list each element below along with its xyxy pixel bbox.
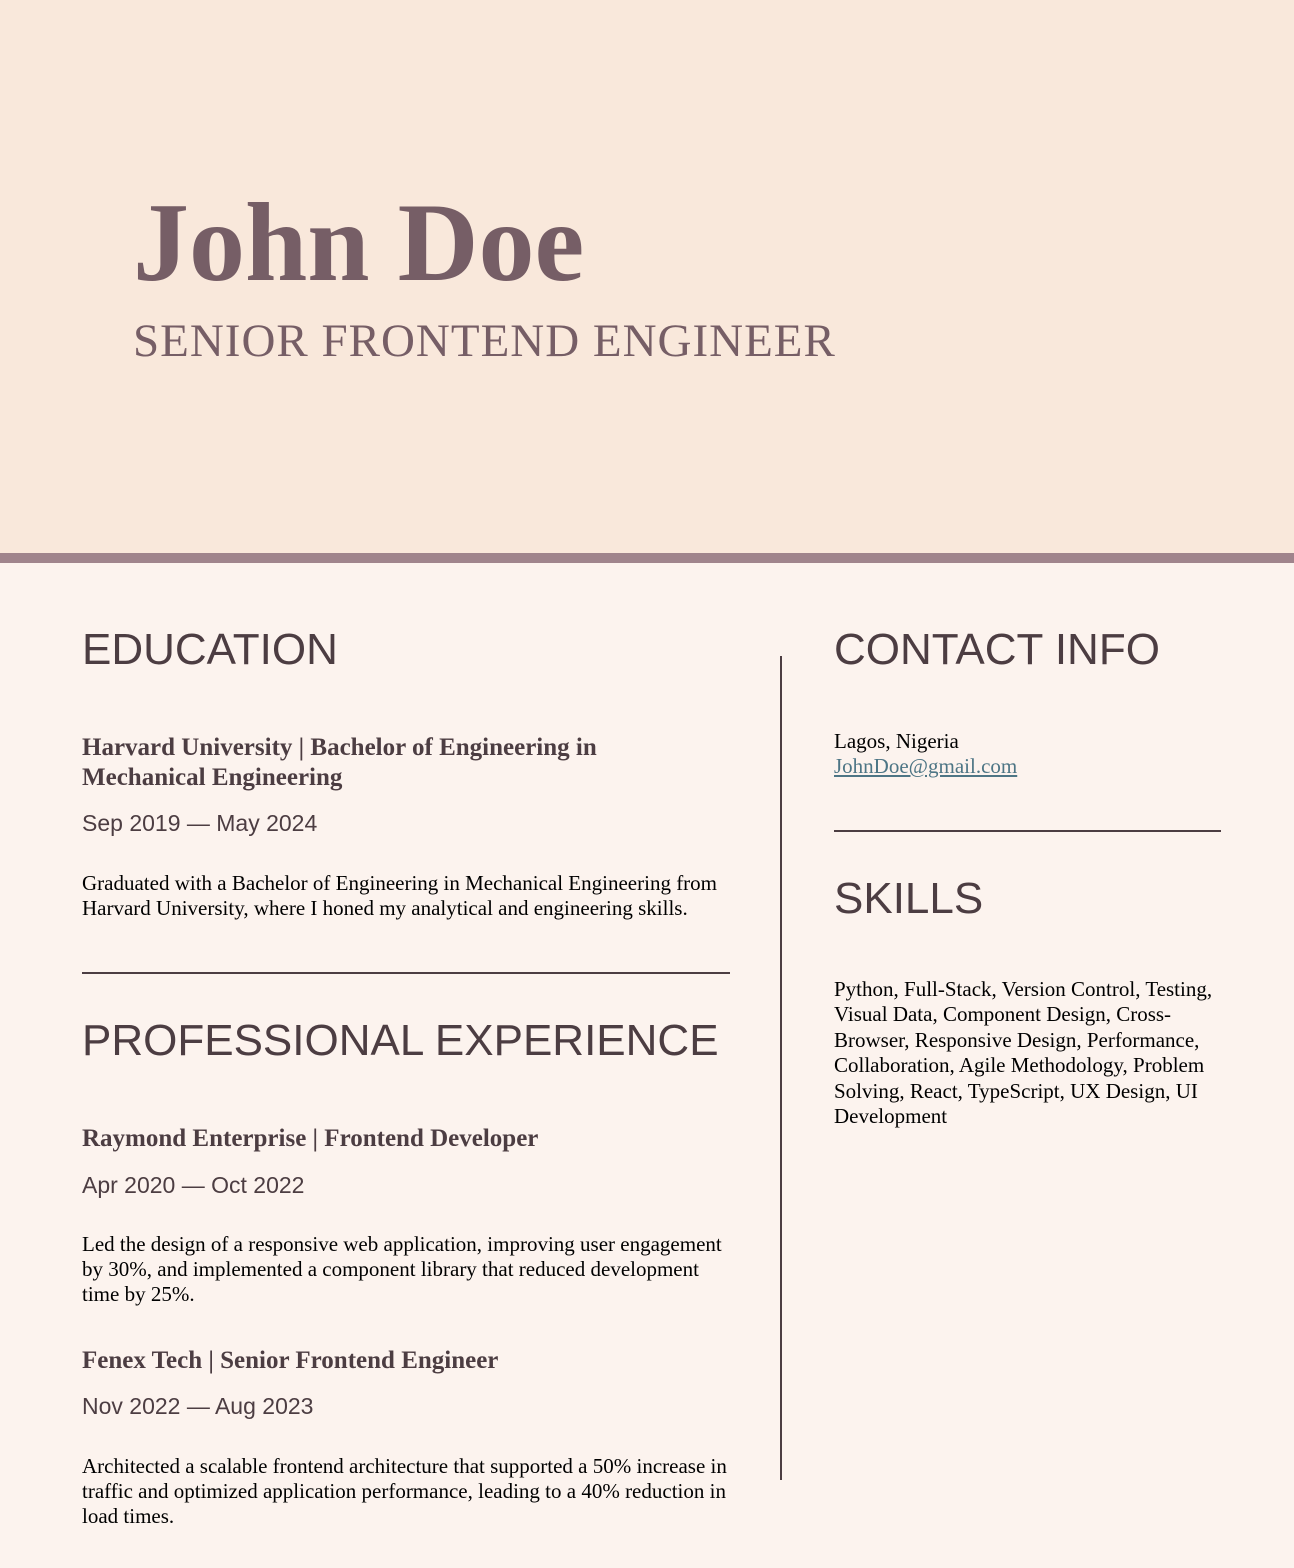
experience-entry-dates: Apr 2020 — Oct 2022 <box>82 1172 305 1198</box>
contact-divider <box>834 830 1221 832</box>
experience-entry-dates: Nov 2022 — Aug 2023 <box>82 1393 314 1419</box>
contact-location: Lagos, Nigeria <box>834 729 959 753</box>
header-accent-rule <box>0 553 1294 563</box>
education-entry-dates: Sep 2019 — May 2024 <box>82 810 318 836</box>
contact-section-title: CONTACT INFO <box>834 625 1160 674</box>
candidate-role: SENIOR FRONTEND ENGINEER <box>133 315 836 367</box>
contact-email-link[interactable]: JohnDoe@gmail.com <box>834 754 1018 778</box>
experience-entry-heading: Fenex Tech | Senior Frontend Engineer <box>82 1347 499 1374</box>
experience-entry-heading: Raymond Enterprise | Frontend Developer <box>82 1125 539 1152</box>
education-entry-heading: Harvard University | Bachelor of Engineering in Mechanical Engineering <box>82 734 597 791</box>
experience-entry-description: Architected a scalable frontend architecture that supported a 50% increase in traffic and optimized application performance, leading to a 40% reduction in load times. <box>82 1454 727 1528</box>
column-divider <box>780 656 782 1480</box>
experience-entry-description: Led the design of a responsive web application, improving user engagement by 30%, and implemented a component library that reduced development time by 25%. <box>82 1232 722 1306</box>
experience-section-title: PROFESSIONAL EXPERIENCE <box>82 1016 719 1065</box>
contact-email-line <box>834 753 1017 779</box>
skills-section-title: SKILLS <box>834 874 984 923</box>
education-section-title: EDUCATION <box>82 625 338 674</box>
candidate-name: John Doe <box>133 181 585 305</box>
skills-list: Python, Full-Stack, Version Control, Testing, Visual Data, Component Design, Cross-Browser, Responsive Design, Performance, Collaboration, Agile Methodology, Problem Solving, React, TypeScript, UX Design, UI Development <box>834 977 1213 1129</box>
education-divider <box>82 972 730 974</box>
education-entry-description: Graduated with a Bachelor of Engineering in Mechanical Engineering from Harvard University, where I honed my analytical and engineering skills. <box>82 871 718 920</box>
